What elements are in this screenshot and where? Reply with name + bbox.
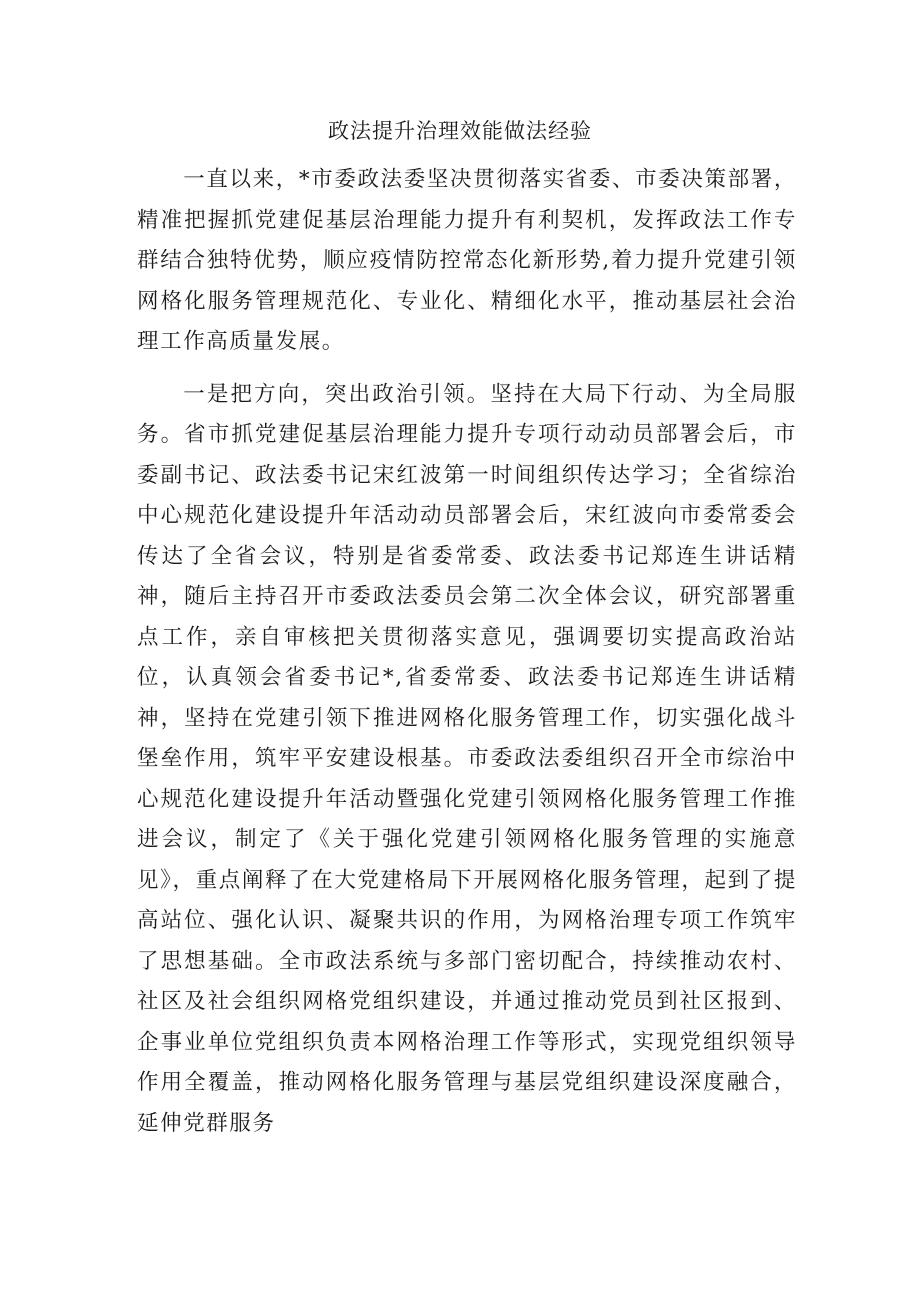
intro-paragraph: 一直以来，*市委政法委坚决贯彻落实省委、市委决策部署，精准把握抓党建促基层治理能力提升有利契机，发挥政法工作专群结合独特优势，顺应疫情防控常态化新形势,着力提升党建引领网格化服务管理规范化、专业化、精细化水平，推动基层社会治理工作高质量发展。: [137, 167, 797, 354]
section-one-paragraph: 一是把方向，突出政治引领。坚持在大局下行动、为全局服务。省市抓党建促基层治理能力提升专项行动动员部署会后，市委副书记、政法委书记宋红波第一时间组织传达学习；全省综治中心规范化建设提升年活动动员部署会后，宋红波向市委常委会传达了全省会议，特别是省委常委、政法委书记郑连生讲话精神，随后主持召开市委政法委员会第二次全体会议，研究部署重点工作，亲自审核把关贯彻落实意见，强调要切实提高政治站位，认真领会省委书记*,省委常委、政法委书记郑连生讲话精神，坚持在党建引领下推进网格化服务管理工作，切实强化战斗堡垒作用，筑牢平安建设根基。市委政法委组织召开全市综治中心规范化建设提升年活动暨强化党建引领网格化服务管理工作推进会议，制定了《关于强化党建引领网格化服务管理的实施意见》，重点阐释了在大党建格局下开展网格化服务管理，起到了提高站位、强化认识、凝聚共识的作用，为网格治理专项工作筑牢了思想基础。全市政法系统与多部门密切配合，持续推动农村、社区及社会组织网格党组织建设，并通过推动党员到社区报到、企事业单位党组织负责本网格治理工作等形式，实现党组织领导作用全覆盖，推动网格化服务管理与基层党组织建设深度融合，延伸党群服务: [137, 381, 797, 1136]
document-body: [137, 160, 797, 1144]
document-title: 政法提升治理效能做法经验: [328, 119, 592, 143]
